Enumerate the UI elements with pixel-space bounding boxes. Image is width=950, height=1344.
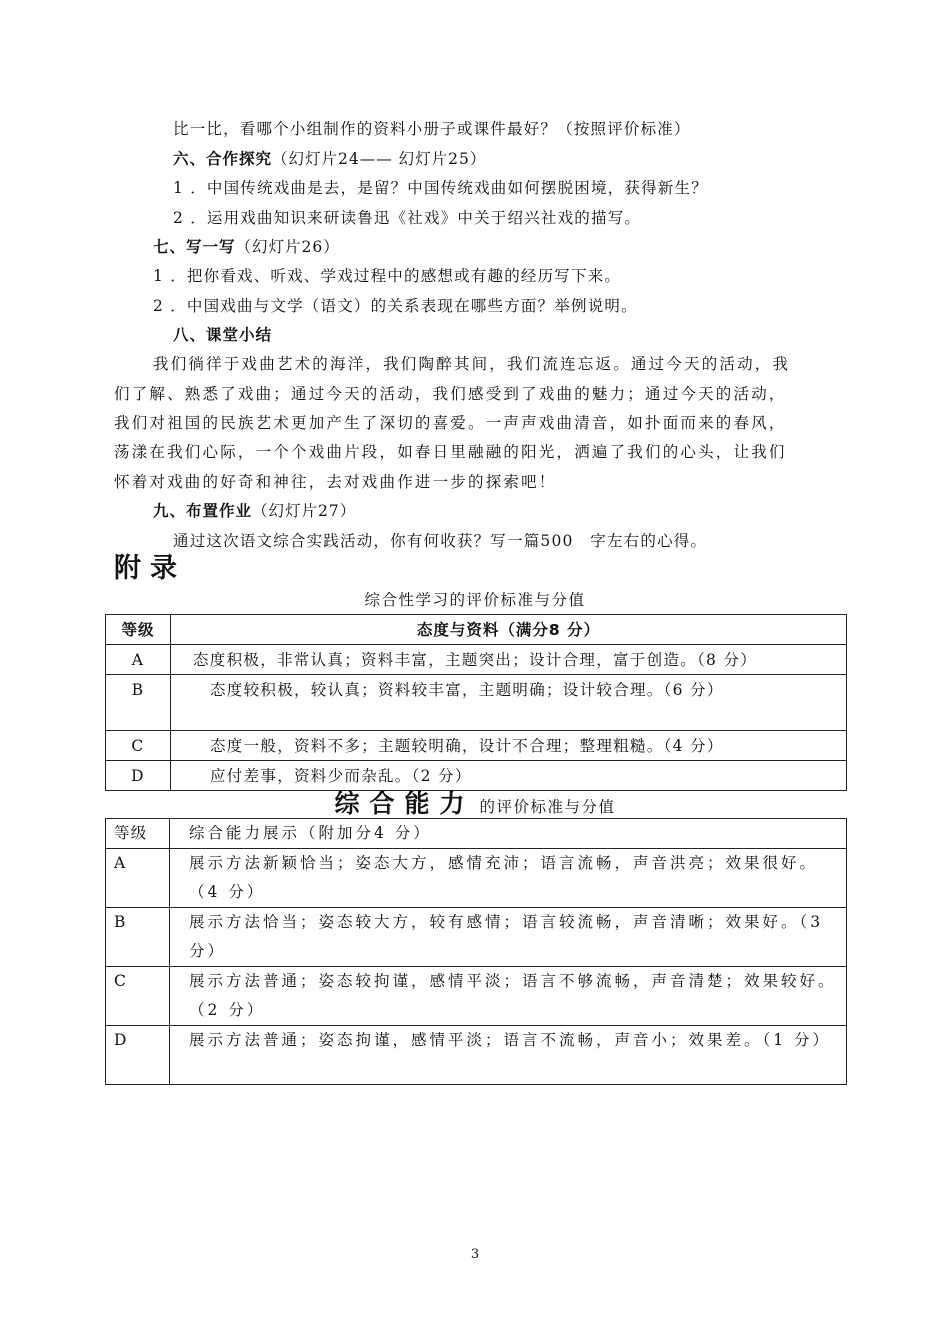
table-row (106, 908, 847, 967)
heading-writing (153, 237, 340, 257)
level-cell: A (106, 849, 170, 908)
criteria-cell: 展示方法新颖恰当；姿态大方，感情充沛；语言流畅，声音洪亮；效果很好。（4 分） (170, 849, 847, 908)
attitude-evaluation-table (105, 614, 847, 791)
summary-line: 我们对祖国的民族艺术更加产生了深切的喜爱。一声声戏曲清音，如扑面而来的春风， (114, 414, 787, 432)
body-line: 比一比，看哪个小组制作的资料小册子或课件最好？（按照评价标准） (173, 120, 691, 138)
table-header-cell: 态度与资料（满分8 分） (171, 615, 847, 645)
table2-title-main: 综合能力 (334, 789, 475, 818)
heading-note: （幻灯片27） (252, 502, 357, 520)
heading-label: 七、写一写 (153, 238, 236, 256)
criteria-cell: 展示方法恰当；姿态较大方，较有感情；语言较流畅，声音清晰；效果好。（3 分） (170, 908, 847, 967)
table-header-cell: 等级 (106, 819, 170, 849)
summary-line: 荡漾在我们心际，一个个戏曲片段，如春日里融融的阳光，洒遍了我们的心头，让我们 (114, 443, 787, 461)
table1-caption: 综合性学习的评价标准与分值 (364, 591, 586, 609)
level-cell: D (106, 761, 171, 791)
level-cell: C (106, 731, 171, 761)
table-row (106, 645, 847, 675)
heading-label: 九、布置作业 (153, 502, 253, 520)
heading-note: （幻灯片26） (235, 238, 340, 256)
criteria-cell: 态度一般，资料不多；主题较明确，设计不合理；整理粗糙。（4 分） (171, 731, 847, 761)
level-cell: D (106, 1026, 170, 1085)
body-line: 2 ．中国戏曲与文学（语文）的关系表现在哪些方面？举例说明。 (153, 297, 638, 315)
criteria-cell: 态度积极，非常认真；资料丰富，主题突出；设计合理，富于创造。（8 分） (171, 645, 847, 675)
table-row (106, 675, 847, 731)
summary-line: 们了解、熟悉了戏曲；通过今天的活动，我们感受到了戏曲的魅力；通过今天的活动， (114, 385, 787, 403)
heading-note: （幻灯片24—— 幻灯片25） (272, 150, 487, 168)
page-number: 3 (470, 1247, 480, 1262)
ability-evaluation-table (105, 818, 847, 1085)
table-header-row (106, 615, 847, 645)
criteria-cell: 展示方法普通；姿态较拘谨，感情平淡；语言不够流畅，声音清楚；效果较好。（2 分） (170, 967, 847, 1026)
heading-summary: 八、课堂小结 (173, 326, 273, 344)
heading-label: 六、合作探究 (173, 150, 273, 168)
homework-text: 通过这次语文综合实践活动，你有何收获？写一篇500 字左右的心得。 (173, 532, 708, 550)
table-row (106, 1026, 847, 1085)
summary-line: 怀着对戏曲的好奇和神往，去对戏曲作进一步的探索吧！ (114, 473, 557, 491)
criteria-cell: 应付差事，资料少而杂乱。（2 分） (171, 761, 847, 791)
summary-line: 我们徜徉于戏曲艺术的海洋，我们陶醉其间，我们流连忘返。通过今天的活动，我 (153, 355, 791, 373)
table2-title-sub: 的评价标准与分值 (479, 798, 616, 816)
table-row (106, 761, 847, 791)
heading-cooperative-inquiry (173, 149, 486, 169)
criteria-cell: 展示方法普通；姿态拘谨，感情平淡；语言不流畅，声音小；效果差。（1 分） (170, 1026, 847, 1085)
table-row (106, 849, 847, 908)
body-line: 1 ．中国传统戏曲是去，是留？中国传统戏曲如何摆脱困境，获得新生？ (173, 179, 708, 197)
level-cell: C (106, 967, 170, 1026)
heading-homework (153, 501, 356, 521)
body-line: 1 ．把你看戏、听戏、学戏过程中的感想或有趣的经历写下来。 (153, 267, 622, 285)
table-header-cell: 综合能力展示（附加分4 分） (170, 819, 847, 849)
table-row (106, 731, 847, 761)
body-line: 2 ．运用戏曲知识来研读鲁迅《社戏》中关于绍兴社戏的描写。 (173, 209, 642, 227)
appendix-title: 附录 (114, 553, 186, 584)
level-cell: B (106, 908, 170, 967)
level-cell: A (106, 645, 171, 675)
level-cell: B (106, 675, 171, 731)
table-header-row (106, 819, 847, 849)
criteria-cell: 态度较积极，较认真；资料较丰富，主题明确；设计较合理。（6 分） (171, 675, 847, 731)
table-header-cell: 等级 (106, 615, 171, 645)
table-row (106, 967, 847, 1026)
